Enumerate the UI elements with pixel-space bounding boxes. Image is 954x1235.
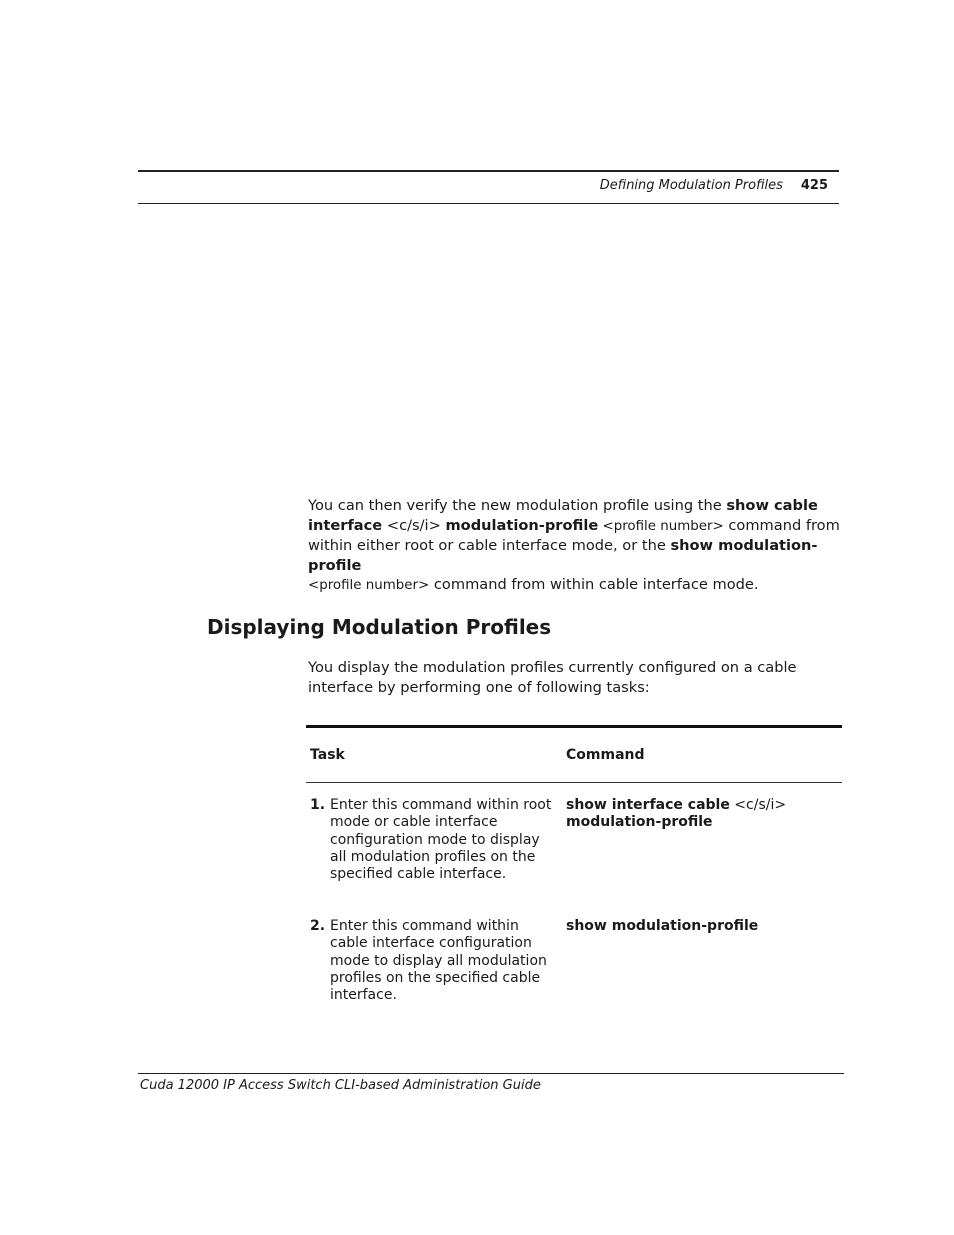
header-rule-bottom [138, 203, 839, 204]
command-modulation-profile: modulation-profile [566, 814, 713, 831]
intro-text-4: command from within either root or cable interface mode, or the [308, 516, 840, 555]
section-heading: Displaying Modulation Profiles [207, 615, 552, 639]
intro-command-show-modulation-profile: show modulation-profile [308, 537, 818, 574]
running-footer: Cuda 12000 IP Access Switch CLI-based Administration Guide [140, 1078, 541, 1093]
footer-rule [138, 1073, 844, 1074]
running-header [138, 177, 828, 195]
table-row [306, 905, 842, 1004]
task-command-table [306, 725, 842, 1004]
intro-command-show-cable-interface: show cable interface [308, 497, 818, 534]
header-rule-top [138, 170, 839, 172]
task-cell [306, 918, 566, 1004]
intro-text-5: <profile number> [308, 578, 430, 594]
step-number: 1. [310, 797, 326, 813]
table-header-task: Task [310, 747, 345, 763]
step-description: Enter this command within cable interface configuration mode to display all modulation profiles on the specified cable interface. [330, 918, 547, 1004]
command-cell [566, 797, 842, 905]
step-description: Enter this command within root mode or cable interface configuration mode to display all modulation profiles on the specified cable interface. [330, 797, 552, 883]
section-paragraph: You display the modulation profiles currently configured on a cable interface by performing one of following tasks: [308, 659, 797, 696]
intro-text-6: command from within cable interface mode. [429, 576, 759, 594]
intro-command-modulation-profile: modulation-profile [445, 516, 599, 534]
intro-text-2: <c/s/i> [382, 516, 446, 534]
step-number: 2. [310, 918, 326, 934]
task-cell [306, 797, 566, 905]
table-header-command: Command [566, 747, 645, 763]
intro-text-1: You can then verify the new modulation profile using the [308, 497, 727, 514]
command-argument: <c/s/i> [729, 797, 787, 813]
intro-text-3: <profile number> [598, 518, 724, 534]
command-cell [566, 918, 842, 1004]
page-number: 425 [800, 178, 828, 193]
intro-paragraph [308, 496, 844, 596]
table-row [306, 783, 842, 905]
command-show-modulation-profile: show modulation-profile [566, 918, 759, 934]
table-header-row [306, 728, 842, 782]
command-show-interface-cable: show interface cable [566, 797, 730, 813]
running-header-title: Defining Modulation Profiles [599, 178, 783, 193]
